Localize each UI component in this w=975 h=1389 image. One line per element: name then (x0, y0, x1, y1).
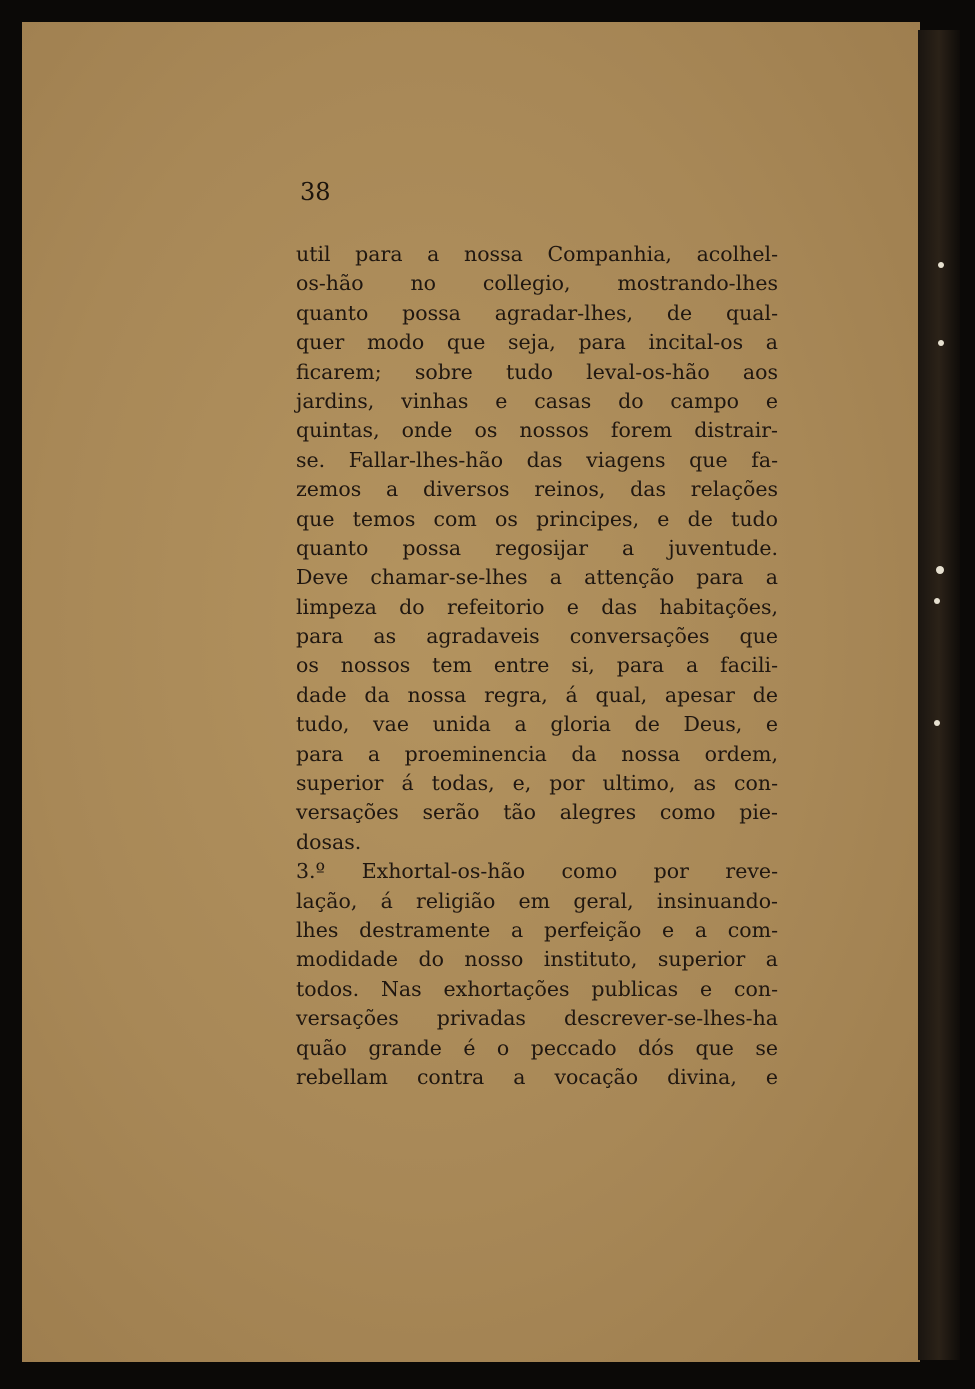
text-line: zemos a diversos reinos, das relações (296, 477, 778, 502)
page-edge-strip (918, 30, 960, 1360)
text-line: quintas, onde os nossos forem distrair- (296, 418, 778, 443)
speck-mark (934, 598, 940, 604)
text-line: versações privadas descrever-se-lhes-ha (296, 1006, 778, 1031)
text-line: todos. Nas exhortações publicas e con- (296, 976, 778, 1001)
text-line: quão grande é o peccado dós que se (296, 1035, 778, 1060)
text-line: para a proeminencia da nossa ordem, (296, 741, 778, 766)
text-line: que temos com os principes, e de tudo (296, 506, 778, 531)
text-line: lação, á religião em geral, insinuando- (296, 888, 778, 913)
text-line: os-hão no collegio, mostrando-lhes (296, 271, 778, 296)
text-line: dosas. (296, 829, 362, 854)
page-number: 38 (300, 178, 331, 206)
text-line: versações serão tão alegres como pie- (296, 800, 778, 825)
speck-mark (938, 340, 944, 346)
text-line: tudo, vae unida a gloria de Deus, e (296, 712, 778, 737)
text-line: util para a nossa Companhia, acolhel- (296, 242, 778, 266)
text-line: ficarem; sobre tudo leval-os-hão aos (296, 359, 778, 384)
text-line: rebellam contra a vocação divina, e (296, 1064, 778, 1089)
speck-mark (936, 566, 944, 574)
text-line: os nossos tem entre si, para a facili- (296, 653, 778, 678)
text-line: quanto possa agradar-lhes, de qual- (296, 300, 778, 325)
text-line: limpeza do refeitorio e das habitações, (296, 594, 778, 619)
text-line: dade da nossa regra, á qual, apesar de (296, 682, 778, 707)
text-line: se. Fallar-lhes-hão das viagens que fa- (296, 447, 778, 472)
text-line: 3.º Exhortal-os-hão como por reve- (296, 859, 778, 884)
speck-mark (934, 720, 940, 726)
speck-mark (938, 262, 944, 268)
text-line: modidade do nosso instituto, superior a (296, 947, 778, 972)
text-line: superior á todas, e, por ultimo, as con- (296, 771, 778, 796)
text-line: quer modo que seja, para incital-os a (296, 330, 778, 355)
text-line: quanto possa regosijar a juventude. (296, 535, 778, 560)
text-line: jardins, vinhas e casas do campo e (296, 388, 778, 413)
body-text (296, 240, 778, 1092)
text-line: lhes destramente a perfeição e a com- (296, 917, 778, 942)
text-line: para as agradaveis conversações que (296, 624, 778, 649)
text-line: Deve chamar-se-lhes a attenção para a (296, 565, 778, 590)
